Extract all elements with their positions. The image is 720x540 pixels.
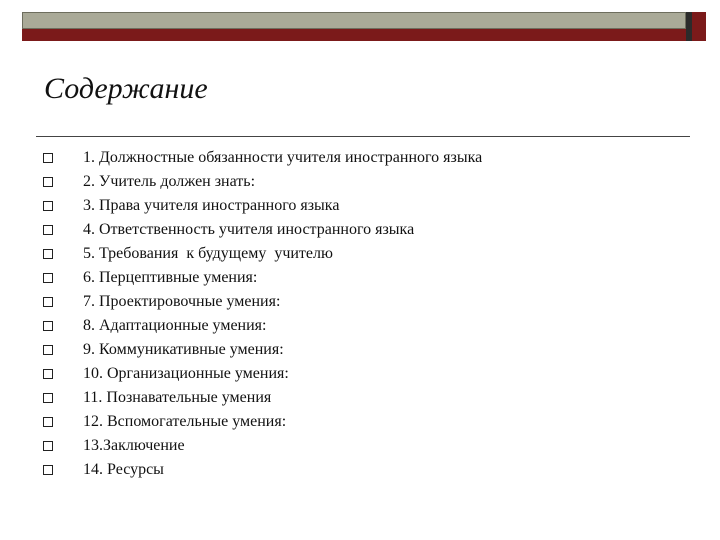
list-item: [38, 266, 482, 290]
list-item: [38, 290, 482, 314]
table-of-contents: [38, 146, 482, 482]
square-bullet-icon: [43, 249, 53, 259]
list-item-text: 4. Ответственность учителя иностранного языка: [83, 221, 415, 238]
list-item: [38, 338, 482, 362]
list-item-text: 1. Должностные обязанности учителя иностранного языка: [83, 149, 483, 166]
list-item-text: 7. Проектировочные умения:: [83, 293, 281, 310]
list-item-text: 2. Учитель должен знать:: [83, 173, 256, 190]
square-bullet-icon: [43, 225, 53, 235]
header-decorative-bar: [22, 12, 686, 29]
header-corner-square-shadow: [686, 12, 692, 41]
list-item: [38, 170, 482, 194]
square-bullet-icon: [43, 393, 53, 403]
square-bullet-icon: [43, 369, 53, 379]
square-bullet-icon: [43, 321, 53, 331]
square-bullet-icon: [43, 441, 53, 451]
square-bullet-icon: [43, 273, 53, 283]
list-item-text: 9. Коммуникативные умения:: [83, 341, 284, 358]
list-item: [38, 218, 482, 242]
list-item-text: 6. Перцептивные умения:: [83, 269, 258, 286]
list-item: [38, 410, 482, 434]
list-item-text: 11. Познавательные умения: [83, 389, 272, 406]
square-bullet-icon: [43, 417, 53, 427]
list-item-text: 3. Права учителя иностранного языка: [83, 197, 340, 214]
list-item: [38, 434, 482, 458]
square-bullet-icon: [43, 297, 53, 307]
list-item-text: 12. Вспомогательные умения:: [83, 413, 287, 430]
list-item-text: 14. Ресурсы: [83, 461, 164, 478]
square-bullet-icon: [43, 177, 53, 187]
square-bullet-icon: [43, 465, 53, 475]
square-bullet-icon: [43, 345, 53, 355]
header-accent-bar: [22, 29, 686, 41]
list-item: [38, 194, 482, 218]
list-item-text: 10. Организационные умения:: [83, 365, 289, 382]
list-item: [38, 458, 482, 482]
square-bullet-icon: [43, 153, 53, 163]
list-item: [38, 386, 482, 410]
list-item: [38, 146, 482, 170]
slide-title: Содержание: [44, 72, 208, 105]
list-item-text: 8. Адаптационные умения:: [83, 317, 267, 334]
list-item: [38, 362, 482, 386]
list-item-text: 13.Заключение: [83, 437, 185, 454]
square-bullet-icon: [43, 201, 53, 211]
list-item-text: 5. Требования к будущему учителю: [83, 245, 333, 262]
list-item: [38, 242, 482, 266]
list-item: [38, 314, 482, 338]
title-divider: [36, 136, 690, 137]
